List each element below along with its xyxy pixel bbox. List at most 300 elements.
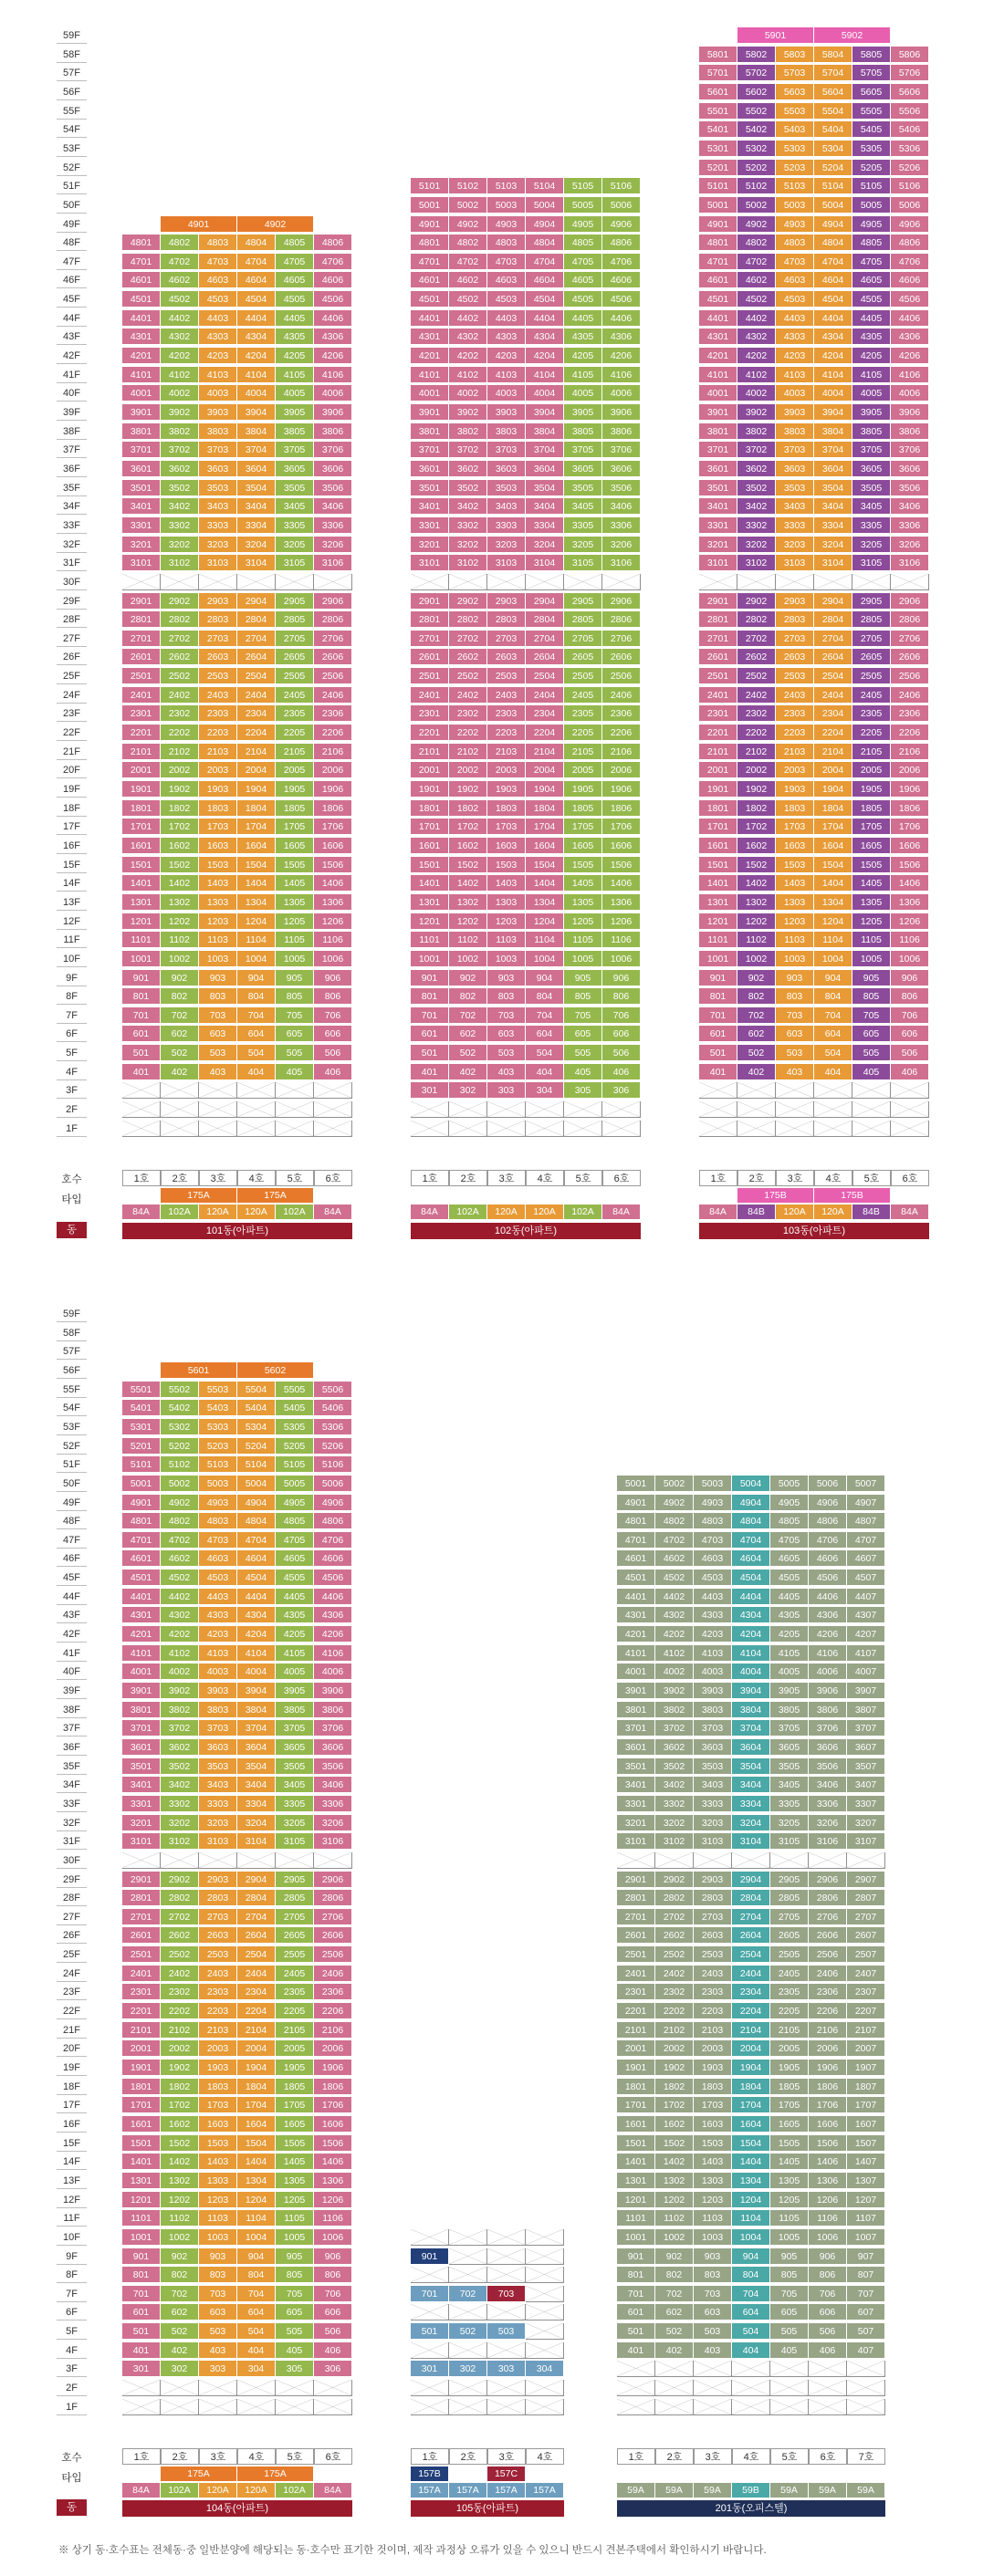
unit-cell[interactable]: 2502 <box>161 1946 199 1963</box>
unit-cell[interactable]: 3202 <box>161 537 199 553</box>
unit-cell[interactable]: 1804 <box>526 800 564 817</box>
unit-cell[interactable]: 405 <box>276 1064 314 1080</box>
unit-cell[interactable]: 1102 <box>161 2210 199 2227</box>
unit-cell[interactable]: 1402 <box>161 875 199 892</box>
unit-cell[interactable]: 2102 <box>161 2022 199 2039</box>
unit-cell[interactable]: 4502 <box>161 291 199 308</box>
unit-cell[interactable]: 1302 <box>737 894 776 911</box>
unit-cell[interactable]: 2606 <box>809 1927 847 1944</box>
unit-cell[interactable]: 5803 <box>776 47 814 63</box>
unit-cell[interactable]: 2803 <box>776 611 814 628</box>
unit-cell[interactable]: 1403 <box>199 2154 237 2170</box>
unit-cell[interactable]: 2006 <box>602 762 641 778</box>
unit-cell[interactable]: 801 <box>411 988 449 1005</box>
unit-cell[interactable]: 303 <box>487 1082 526 1099</box>
unit-cell[interactable]: 2506 <box>809 1946 847 1963</box>
unit-cell[interactable]: 3103 <box>199 1833 237 1850</box>
unit-cell[interactable]: 5007 <box>847 1476 885 1492</box>
unit-cell[interactable]: 3201 <box>122 537 161 553</box>
unit-cell[interactable]: 4505 <box>276 1570 314 1586</box>
unit-cell[interactable]: 502 <box>161 2323 199 2340</box>
unit-cell[interactable]: 1706 <box>891 819 929 835</box>
unit-cell[interactable]: 2106 <box>314 744 352 760</box>
unit-cell[interactable]: 1306 <box>314 2173 352 2189</box>
unit-cell[interactable]: 5003 <box>694 1476 732 1492</box>
unit-cell[interactable]: 706 <box>891 1007 929 1024</box>
unit-cell[interactable]: 3406 <box>891 498 929 515</box>
unit-cell[interactable]: 1701 <box>122 819 161 835</box>
unit-cell[interactable]: 2606 <box>314 1927 352 1944</box>
unit-cell[interactable]: 4401 <box>122 1589 161 1605</box>
unit-cell[interactable]: 806 <box>891 988 929 1005</box>
unit-cell[interactable]: 2405 <box>276 687 314 704</box>
unit-cell[interactable]: 4406 <box>314 310 352 327</box>
unit-cell[interactable]: 3503 <box>199 1758 237 1775</box>
unit-cell[interactable]: 4505 <box>852 291 891 308</box>
unit-cell[interactable]: 4403 <box>199 310 237 327</box>
unit-cell[interactable]: 4205 <box>564 348 602 364</box>
unit-cell[interactable]: 3903 <box>694 1683 732 1699</box>
unit-cell[interactable]: 1902 <box>737 781 776 798</box>
unit-cell[interactable]: 1405 <box>852 875 891 892</box>
unit-cell[interactable]: 903 <box>487 970 526 986</box>
unit-cell[interactable]: 1703 <box>776 819 814 835</box>
unit-cell[interactable]: 2406 <box>891 687 929 704</box>
unit-cell[interactable]: 3203 <box>199 537 237 553</box>
unit-cell[interactable]: 4005 <box>770 1663 809 1680</box>
unit-cell[interactable]: 4106 <box>891 367 929 383</box>
unit-cell[interactable]: 1703 <box>487 819 526 835</box>
unit-cell[interactable]: 2101 <box>411 744 449 760</box>
unit-cell[interactable]: 4101 <box>699 367 737 383</box>
unit-cell[interactable]: 2203 <box>694 2003 732 2019</box>
unit-cell[interactable]: 3906 <box>602 404 641 421</box>
unit-cell[interactable]: 4504 <box>237 1570 276 1586</box>
unit-cell[interactable]: 5103 <box>776 178 814 194</box>
unit-cell[interactable]: 902 <box>161 970 199 986</box>
penthouse-unit[interactable]: 4902 <box>237 216 314 233</box>
unit-cell[interactable]: 3404 <box>732 1777 770 1793</box>
unit-cell[interactable]: 4804 <box>237 1513 276 1529</box>
unit-cell[interactable]: 2404 <box>526 687 564 704</box>
unit-cell[interactable]: 4304 <box>237 1607 276 1623</box>
unit-cell[interactable]: 1404 <box>526 875 564 892</box>
unit-cell[interactable]: 2902 <box>737 593 776 610</box>
unit-cell[interactable]: 501 <box>411 2323 449 2340</box>
unit-cell[interactable]: 3205 <box>276 1815 314 1831</box>
unit-cell[interactable]: 5604 <box>814 84 852 100</box>
unit-cell[interactable]: 306 <box>602 1082 641 1099</box>
unit-cell[interactable]: 1902 <box>161 2060 199 2076</box>
unit-cell[interactable]: 4201 <box>617 1626 655 1643</box>
unit-cell[interactable]: 1204 <box>814 913 852 930</box>
unit-cell[interactable]: 3606 <box>809 1739 847 1756</box>
unit-cell[interactable]: 2102 <box>449 744 487 760</box>
unit-cell[interactable]: 1902 <box>161 781 199 798</box>
unit-cell[interactable]: 3502 <box>655 1758 694 1775</box>
unit-cell[interactable]: 5501 <box>699 103 737 120</box>
unit-cell[interactable]: 905 <box>852 970 891 986</box>
unit-cell[interactable]: 901 <box>122 970 161 986</box>
unit-cell[interactable]: 2103 <box>776 744 814 760</box>
unit-cell[interactable]: 1501 <box>122 857 161 873</box>
unit-cell[interactable]: 604 <box>526 1026 564 1042</box>
unit-cell[interactable]: 3906 <box>314 1683 352 1699</box>
unit-cell[interactable]: 1004 <box>732 2229 770 2246</box>
unit-cell[interactable]: 3306 <box>314 1796 352 1812</box>
unit-cell[interactable]: 4806 <box>314 235 352 251</box>
unit-cell[interactable]: 2502 <box>737 668 776 684</box>
unit-cell[interactable]: 2403 <box>199 687 237 704</box>
unit-cell[interactable]: 2201 <box>122 2003 161 2019</box>
unit-cell[interactable]: 3403 <box>776 498 814 515</box>
unit-cell[interactable]: 1206 <box>314 913 352 930</box>
unit-cell[interactable]: 1507 <box>847 2135 885 2152</box>
unit-cell[interactable]: 4605 <box>770 1550 809 1567</box>
unit-cell[interactable]: 2306 <box>314 1984 352 2000</box>
unit-cell[interactable]: 2902 <box>449 593 487 610</box>
unit-cell[interactable]: 1301 <box>699 894 737 911</box>
unit-cell[interactable]: 4703 <box>776 254 814 270</box>
unit-cell[interactable]: 4102 <box>161 367 199 383</box>
unit-cell[interactable]: 502 <box>655 2323 694 2340</box>
unit-cell[interactable]: 3405 <box>276 498 314 515</box>
unit-cell[interactable]: 4806 <box>602 235 641 251</box>
unit-cell[interactable]: 2304 <box>814 705 852 722</box>
unit-cell[interactable]: 1502 <box>161 857 199 873</box>
unit-cell[interactable]: 3806 <box>602 423 641 440</box>
unit-cell[interactable]: 3503 <box>487 480 526 496</box>
unit-cell[interactable]: 905 <box>564 970 602 986</box>
unit-cell[interactable]: 4704 <box>237 1532 276 1549</box>
unit-cell[interactable]: 2705 <box>276 631 314 647</box>
unit-cell[interactable]: 4705 <box>564 254 602 270</box>
unit-cell[interactable]: 3402 <box>655 1777 694 1793</box>
unit-cell[interactable]: 4502 <box>449 291 487 308</box>
unit-cell[interactable]: 1201 <box>699 913 737 930</box>
unit-cell[interactable]: 1503 <box>694 2135 732 2152</box>
unit-cell[interactable]: 1203 <box>694 2192 732 2208</box>
unit-cell[interactable]: 3706 <box>602 442 641 458</box>
unit-cell[interactable]: 2506 <box>891 668 929 684</box>
unit-cell[interactable]: 2704 <box>237 631 276 647</box>
unit-cell[interactable]: 2001 <box>699 762 737 778</box>
unit-cell[interactable]: 1105 <box>276 2210 314 2227</box>
unit-cell[interactable]: 3604 <box>237 461 276 477</box>
unit-cell[interactable]: 1806 <box>602 800 641 817</box>
unit-cell[interactable]: 802 <box>655 2267 694 2283</box>
unit-cell[interactable]: 2805 <box>564 611 602 628</box>
unit-cell[interactable]: 1504 <box>526 857 564 873</box>
unit-cell[interactable]: 2504 <box>526 668 564 684</box>
unit-cell[interactable]: 1906 <box>602 781 641 798</box>
unit-cell[interactable]: 804 <box>526 988 564 1005</box>
unit-cell[interactable]: 2601 <box>617 1927 655 1944</box>
unit-cell[interactable]: 1006 <box>891 951 929 967</box>
unit-cell[interactable]: 4206 <box>314 1626 352 1643</box>
unit-cell[interactable]: 2001 <box>122 762 161 778</box>
unit-cell[interactable]: 4203 <box>487 348 526 364</box>
unit-cell[interactable]: 5303 <box>776 141 814 157</box>
unit-cell[interactable]: 3406 <box>314 1777 352 1793</box>
unit-cell[interactable]: 4201 <box>122 1626 161 1643</box>
unit-cell[interactable]: 3302 <box>161 1796 199 1812</box>
unit-cell[interactable]: 2304 <box>237 705 276 722</box>
unit-cell[interactable]: 4402 <box>655 1589 694 1605</box>
unit-cell[interactable]: 1103 <box>694 2210 732 2227</box>
unit-cell[interactable]: 4204 <box>526 348 564 364</box>
unit-cell[interactable]: 5006 <box>891 197 929 214</box>
unit-cell[interactable]: 2902 <box>161 593 199 610</box>
unit-cell[interactable]: 605 <box>852 1026 891 1042</box>
unit-cell[interactable]: 2505 <box>564 668 602 684</box>
unit-cell[interactable]: 3606 <box>891 461 929 477</box>
unit-cell[interactable]: 406 <box>314 2342 352 2359</box>
unit-cell[interactable]: 1904 <box>814 781 852 798</box>
unit-cell[interactable]: 1607 <box>847 2116 885 2133</box>
unit-cell[interactable]: 903 <box>776 970 814 986</box>
unit-cell[interactable]: 3805 <box>564 423 602 440</box>
unit-cell[interactable]: 504 <box>237 2323 276 2340</box>
unit-cell[interactable]: 4106 <box>602 367 641 383</box>
unit-cell[interactable]: 601 <box>411 1026 449 1042</box>
unit-cell[interactable]: 4603 <box>199 1550 237 1567</box>
unit-cell[interactable]: 903 <box>694 2248 732 2265</box>
unit-cell[interactable]: 1005 <box>770 2229 809 2246</box>
unit-cell[interactable]: 4702 <box>655 1532 694 1549</box>
unit-cell[interactable]: 4604 <box>526 272 564 288</box>
unit-cell[interactable]: 3501 <box>122 1758 161 1775</box>
unit-cell[interactable]: 4903 <box>694 1495 732 1511</box>
unit-cell[interactable]: 3506 <box>891 480 929 496</box>
unit-cell[interactable]: 1402 <box>737 875 776 892</box>
unit-cell[interactable]: 2906 <box>314 1872 352 1888</box>
unit-cell[interactable]: 2504 <box>814 668 852 684</box>
unit-cell[interactable]: 3204 <box>732 1815 770 1831</box>
unit-cell[interactable]: 5204 <box>237 1438 276 1455</box>
unit-cell[interactable]: 2402 <box>737 687 776 704</box>
unit-cell[interactable]: 2302 <box>655 1984 694 2000</box>
unit-cell[interactable]: 4706 <box>314 254 352 270</box>
unit-cell[interactable]: 4003 <box>199 1663 237 1680</box>
unit-cell[interactable]: 2607 <box>847 1927 885 1944</box>
unit-cell[interactable]: 1801 <box>411 800 449 817</box>
unit-cell[interactable]: 1604 <box>237 2116 276 2133</box>
unit-cell[interactable]: 2204 <box>814 725 852 741</box>
unit-cell[interactable]: 3206 <box>314 1815 352 1831</box>
unit-cell[interactable]: 2802 <box>655 1890 694 1906</box>
unit-cell[interactable]: 5506 <box>891 103 929 120</box>
unit-cell[interactable]: 702 <box>737 1007 776 1024</box>
unit-cell[interactable]: 3206 <box>891 537 929 553</box>
unit-cell[interactable]: 3902 <box>161 1683 199 1699</box>
unit-cell[interactable]: 4804 <box>732 1513 770 1529</box>
unit-cell[interactable]: 1202 <box>737 913 776 930</box>
unit-cell[interactable]: 3305 <box>852 517 891 534</box>
unit-cell[interactable]: 1403 <box>487 875 526 892</box>
unit-cell[interactable]: 2806 <box>314 1890 352 1906</box>
unit-cell[interactable]: 1102 <box>449 932 487 948</box>
unit-cell[interactable]: 4101 <box>617 1645 655 1662</box>
unit-cell[interactable]: 5302 <box>161 1419 199 1435</box>
unit-cell[interactable]: 2402 <box>161 687 199 704</box>
unit-cell[interactable]: 4704 <box>732 1532 770 1549</box>
unit-cell[interactable]: 904 <box>732 2248 770 2265</box>
unit-cell[interactable]: 4102 <box>655 1645 694 1662</box>
unit-cell[interactable]: 3306 <box>809 1796 847 1812</box>
unit-cell[interactable]: 2604 <box>814 649 852 665</box>
unit-cell[interactable]: 5001 <box>699 197 737 214</box>
unit-cell[interactable]: 1005 <box>276 951 314 967</box>
unit-cell[interactable]: 3902 <box>449 404 487 421</box>
unit-cell[interactable]: 1205 <box>564 913 602 930</box>
unit-cell[interactable]: 3907 <box>847 1683 885 1699</box>
unit-cell[interactable]: 1803 <box>199 800 237 817</box>
unit-cell[interactable]: 4404 <box>814 310 852 327</box>
unit-cell[interactable]: 4002 <box>161 385 199 402</box>
unit-cell[interactable]: 1201 <box>122 913 161 930</box>
unit-cell[interactable]: 5404 <box>814 121 852 138</box>
unit-cell[interactable]: 5001 <box>617 1476 655 1492</box>
unit-cell[interactable]: 3503 <box>199 480 237 496</box>
unit-cell[interactable]: 2206 <box>602 725 641 741</box>
unit-cell[interactable]: 5606 <box>891 84 929 100</box>
unit-cell[interactable]: 805 <box>770 2267 809 2283</box>
unit-cell[interactable]: 1203 <box>487 913 526 930</box>
unit-cell[interactable]: 5304 <box>814 141 852 157</box>
unit-cell[interactable]: 1501 <box>411 857 449 873</box>
unit-cell[interactable]: 2906 <box>891 593 929 610</box>
unit-cell[interactable]: 4805 <box>852 235 891 251</box>
unit-cell[interactable]: 4107 <box>847 1645 885 1662</box>
unit-cell[interactable]: 4706 <box>809 1532 847 1549</box>
unit-cell[interactable]: 1102 <box>655 2210 694 2227</box>
unit-cell[interactable]: 3802 <box>161 1702 199 1718</box>
unit-cell[interactable]: 3506 <box>809 1758 847 1775</box>
unit-cell[interactable]: 1601 <box>122 2116 161 2133</box>
unit-cell[interactable]: 2802 <box>161 1890 199 1906</box>
unit-cell[interactable]: 3905 <box>770 1683 809 1699</box>
unit-cell[interactable]: 3304 <box>237 517 276 534</box>
unit-cell[interactable]: 5306 <box>891 141 929 157</box>
unit-cell[interactable]: 4305 <box>852 329 891 345</box>
unit-cell[interactable]: 3303 <box>776 517 814 534</box>
unit-cell[interactable]: 606 <box>314 2304 352 2320</box>
unit-cell[interactable]: 3701 <box>699 442 737 458</box>
unit-cell[interactable]: 1806 <box>809 2079 847 2095</box>
unit-cell[interactable]: 1505 <box>276 857 314 873</box>
unit-cell[interactable]: 901 <box>699 970 737 986</box>
unit-cell[interactable]: 3203 <box>694 1815 732 1831</box>
unit-cell[interactable]: 1502 <box>655 2135 694 2152</box>
unit-cell[interactable]: 3103 <box>776 555 814 571</box>
unit-cell[interactable]: 1902 <box>449 781 487 798</box>
unit-cell[interactable]: 2604 <box>526 649 564 665</box>
unit-cell[interactable]: 904 <box>237 2248 276 2265</box>
unit-cell[interactable]: 3702 <box>449 442 487 458</box>
unit-cell[interactable]: 1404 <box>237 875 276 892</box>
unit-cell[interactable]: 4104 <box>237 1645 276 1662</box>
unit-cell[interactable]: 805 <box>852 988 891 1005</box>
unit-cell[interactable]: 2701 <box>411 631 449 647</box>
unit-cell[interactable]: 4403 <box>199 1589 237 1605</box>
unit-cell[interactable]: 4005 <box>276 1663 314 1680</box>
unit-cell[interactable]: 906 <box>891 970 929 986</box>
unit-cell[interactable]: 4803 <box>694 1513 732 1529</box>
unit-cell[interactable]: 2303 <box>694 1984 732 2000</box>
unit-cell[interactable]: 4802 <box>161 1513 199 1529</box>
unit-cell[interactable]: 2401 <box>122 687 161 704</box>
unit-cell[interactable]: 1004 <box>237 951 276 967</box>
unit-cell[interactable]: 2905 <box>852 593 891 610</box>
unit-cell[interactable]: 3701 <box>411 442 449 458</box>
unit-cell[interactable]: 5601 <box>699 84 737 100</box>
unit-cell[interactable]: 4105 <box>852 367 891 383</box>
unit-cell[interactable]: 4301 <box>699 329 737 345</box>
unit-cell[interactable]: 4504 <box>526 291 564 308</box>
unit-cell[interactable]: 701 <box>699 1007 737 1024</box>
unit-cell[interactable]: 5804 <box>814 47 852 63</box>
unit-cell[interactable]: 4103 <box>694 1645 732 1662</box>
unit-cell[interactable]: 4203 <box>776 348 814 364</box>
unit-cell[interactable]: 4702 <box>161 1532 199 1549</box>
unit-cell[interactable]: 303 <box>199 2361 237 2377</box>
unit-cell[interactable]: 4302 <box>655 1607 694 1623</box>
unit-cell[interactable]: 703 <box>487 1007 526 1024</box>
unit-cell[interactable]: 2503 <box>199 668 237 684</box>
unit-cell[interactable]: 3903 <box>199 1683 237 1699</box>
unit-cell[interactable]: 4701 <box>617 1532 655 1549</box>
unit-cell[interactable]: 4006 <box>891 385 929 402</box>
unit-cell[interactable]: 2902 <box>161 1872 199 1888</box>
unit-cell[interactable]: 1605 <box>770 2116 809 2133</box>
unit-cell[interactable]: 2506 <box>314 1946 352 1963</box>
unit-cell[interactable]: 1603 <box>199 838 237 854</box>
unit-cell[interactable]: 1604 <box>732 2116 770 2133</box>
unit-cell[interactable]: 2105 <box>276 744 314 760</box>
unit-cell[interactable]: 1103 <box>199 932 237 948</box>
unit-cell[interactable]: 2104 <box>237 2022 276 2039</box>
unit-cell[interactable]: 4905 <box>564 216 602 233</box>
unit-cell[interactable]: 401 <box>122 2342 161 2359</box>
unit-cell[interactable]: 4001 <box>699 385 737 402</box>
unit-cell[interactable]: 3707 <box>847 1720 885 1736</box>
unit-cell[interactable]: 501 <box>122 2323 161 2340</box>
unit-cell[interactable]: 2104 <box>814 744 852 760</box>
unit-cell[interactable]: 3702 <box>161 1720 199 1736</box>
unit-cell[interactable]: 1501 <box>699 857 737 873</box>
unit-cell[interactable]: 1901 <box>122 2060 161 2076</box>
unit-cell[interactable]: 3901 <box>617 1683 655 1699</box>
unit-cell[interactable]: 504 <box>814 1045 852 1061</box>
unit-cell[interactable]: 4707 <box>847 1532 885 1549</box>
unit-cell[interactable]: 4603 <box>776 272 814 288</box>
unit-cell[interactable]: 1806 <box>891 800 929 817</box>
unit-cell[interactable]: 505 <box>564 1045 602 1061</box>
unit-cell[interactable]: 1602 <box>655 2116 694 2133</box>
unit-cell[interactable]: 1001 <box>617 2229 655 2246</box>
unit-cell[interactable]: 1903 <box>776 781 814 798</box>
unit-cell[interactable]: 607 <box>847 2304 885 2320</box>
unit-cell[interactable]: 701 <box>617 2286 655 2302</box>
unit-cell[interactable]: 2405 <box>852 687 891 704</box>
unit-cell[interactable]: 4204 <box>237 348 276 364</box>
unit-cell[interactable]: 3902 <box>737 404 776 421</box>
unit-cell[interactable]: 2402 <box>655 1966 694 1982</box>
unit-cell[interactable]: 403 <box>487 1064 526 1080</box>
unit-cell[interactable]: 801 <box>617 2267 655 2283</box>
penthouse-unit[interactable]: 5901 <box>737 27 814 44</box>
